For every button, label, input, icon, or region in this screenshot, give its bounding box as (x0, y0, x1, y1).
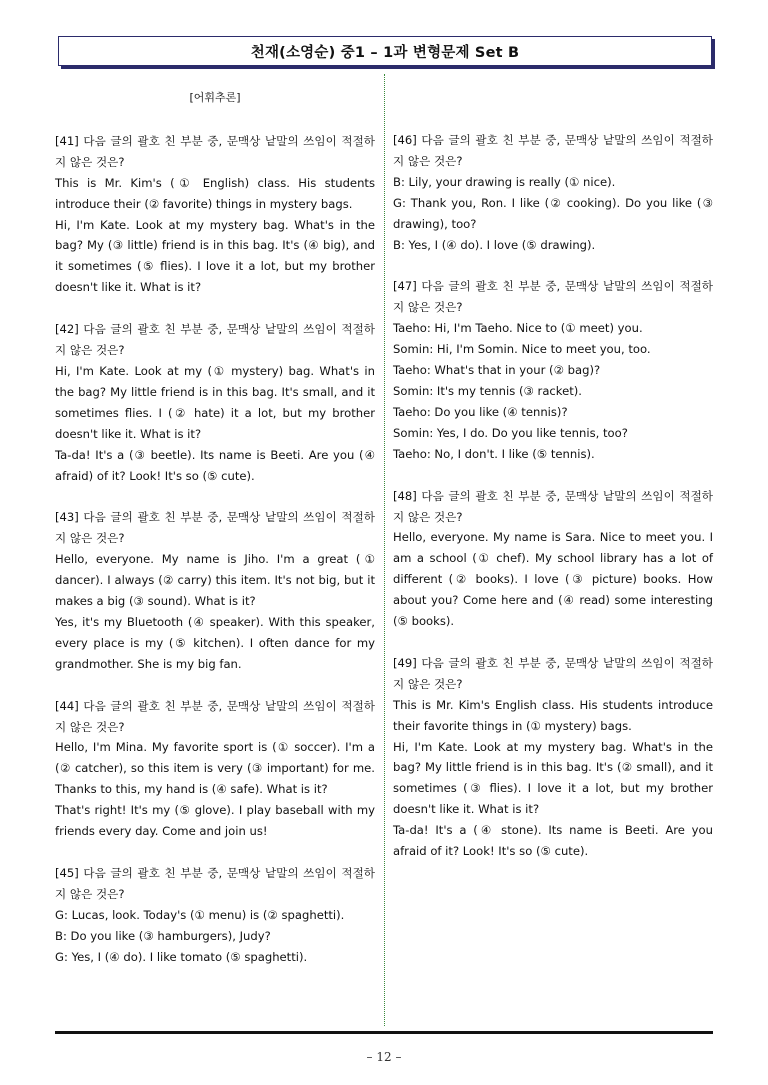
column-divider (384, 74, 385, 1026)
question-line: Hi, I'm Kate. Look at my mystery bag. What's in the bag? My (③ little) friend is in this bag. It's (④ big), and it sometimes (⑤ flies). I love it a lot, but my brother doesn't like it. What is it? (55, 217, 375, 295)
question-head: [46] 다음 글의 괄호 친 부분 중, 문맥상 낱말의 쓰임이 적절하지 않은 것은? (393, 133, 713, 168)
left-column (55, 88, 375, 989)
question-line: B: Do you like (③ hamburgers), Judy? (55, 928, 271, 943)
question-line: G: Thank you, Ron. I like (② cooking). Do you like (③ drawing), too? (393, 195, 713, 231)
question-line: Yes, it's my Bluetooth (④ speaker). With this speaker, every place is my (⑤ kitchen). I often dance for my grandmother. She is my big fan. (55, 614, 375, 671)
question-42 (55, 319, 375, 486)
question-line: This is Mr. Kim's (① English) class. His students introduce their (② favorite) things in mystery bags. (55, 175, 375, 211)
question-line: G: Lucas, look. Today's (① menu) is (② spaghetti). (55, 907, 345, 922)
question-head: [48] 다음 글의 괄호 친 부분 중, 문맥상 낱말의 쓰임이 적절하지 않은 것은? (393, 488, 713, 524)
question-41 (55, 131, 375, 298)
section-label: [어휘추론] (189, 91, 241, 104)
question-46 (393, 130, 713, 255)
question-line: Hello, I'm Mina. My favorite sport is (① soccer). I'm a (② catcher), so this item is very (③ important) for me. Thanks to this, my hand is (④ safe). What is it? (55, 740, 375, 797)
question-line: Taeho: No, I don't. I like (⑤ tennis). (393, 446, 595, 461)
question-43 (55, 507, 375, 674)
question-line: Hi, I'm Kate. Look at my (① mystery) bag. What's in the bag? My little friend is in this bag. It's small, and it sometimes flies. I (② hate) it a lot, but my brother doesn't like it. What is it? (55, 363, 375, 441)
question-head: [45] 다음 글의 괄호 친 부분 중, 문맥상 낱말의 쓰임이 적절하지 않은 것은? (55, 866, 375, 901)
question-line: Somin: It's my tennis (③ racket). (393, 383, 582, 398)
question-44 (55, 696, 375, 842)
question-line: Taeho: Hi, I'm Taeho. Nice to (① meet) you. (393, 321, 643, 336)
question-47 (393, 276, 713, 464)
question-45 (55, 863, 375, 968)
question-line: Somin: Hi, I'm Somin. Nice to meet you, too. (393, 342, 651, 357)
question-line: That's right! It's my (⑤ glove). I play baseball with my friends every day. Come and join us! (55, 803, 375, 839)
page-title (58, 36, 712, 66)
page-title-text: 천재(소영순) 중1 – 1과 변형문제 Set B (250, 44, 520, 61)
question-head: [49] 다음 글의 괄호 친 부분 중, 문맥상 낱말의 쓰임이 적절하지 않은 것은? (393, 655, 713, 691)
question-line: Hi, I'm Kate. Look at my mystery bag. What's in the bag? My little friend is in this bag. It's (② small), and it sometimes (③ flies). I love it a lot, but my brother doesn't like it. What is it? (393, 739, 713, 817)
question-line: B: Lily, your drawing is really (① nice). (393, 174, 616, 189)
question-head: [41] 다음 글의 괄호 친 부분 중, 문맥상 낱말의 쓰임이 적절하지 않은 것은? (55, 133, 375, 169)
question-line: Hello, everyone. My name is Jiho. I'm a great (① dancer). I always (② carry) this item. It's not big, but it makes a big (③ sound). What is it? (55, 552, 375, 609)
page-number: – 12 – (366, 1050, 402, 1064)
question-line: B: Yes, I (④ do). I love (⑤ drawing). (393, 237, 596, 252)
footer-rule (55, 1031, 713, 1034)
question-head: [47] 다음 글의 괄호 친 부분 중, 문맥상 낱말의 쓰임이 적절하지 않은 것은? (393, 279, 713, 315)
question-head: [44] 다음 글의 괄호 친 부분 중, 문맥상 낱말의 쓰임이 적절하지 않은 것은? (55, 698, 375, 734)
question-line: This is Mr. Kim's English class. His students introduce their favorite things in (① mystery) bags. (393, 697, 713, 733)
question-48 (393, 486, 713, 632)
question-line: Taeho: What's that in your (② bag)? (393, 363, 601, 378)
right-column (393, 130, 713, 883)
question-line: Somin: Yes, I do. Do you like tennis, too? (393, 425, 628, 440)
question-line: Taeho: Do you like (④ tennis)? (393, 404, 568, 419)
question-line: Ta-da! It's a (④ stone). Its name is Beeti. Are you afraid of it? Look! It's so (⑤ cute). (393, 823, 713, 859)
question-49 (393, 653, 713, 862)
question-line: Hello, everyone. My name is Sara. Nice to meet you. I am a school (① chef). My school library has a lot of different (② books). I love (③ picture) books. How about you? Come here and (④ read) some interesting (⑤ books). (393, 530, 713, 629)
question-head: [43] 다음 글의 괄호 친 부분 중, 문맥상 낱말의 쓰임이 적절하지 않은 것은? (55, 510, 375, 546)
question-line: G: Yes, I (④ do). I like tomato (⑤ spaghetti). (55, 949, 308, 964)
question-head: [42] 다음 글의 괄호 친 부분 중, 문맥상 낱말의 쓰임이 적절하지 않은 것은? (55, 322, 375, 358)
question-line: Ta-da! It's a (③ beetle). Its name is Beeti. Are you (④ afraid) of it? Look! It's so (⑤ cute). (55, 447, 375, 483)
